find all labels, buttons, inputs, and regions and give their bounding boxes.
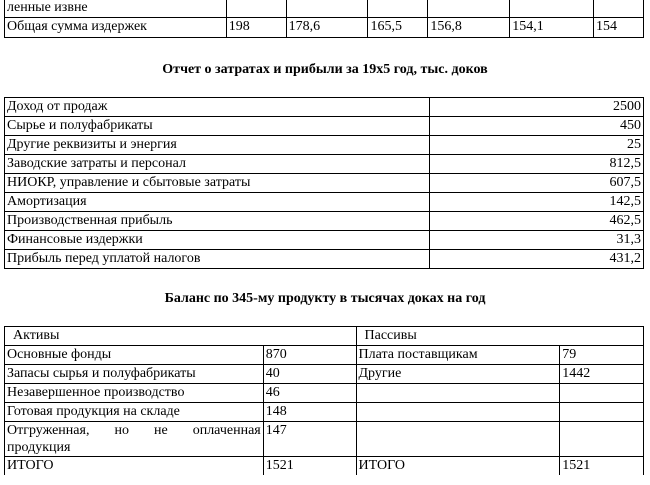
- row-value: 2500: [429, 98, 644, 117]
- liability-value: [560, 422, 644, 457]
- table-cell: [286, 0, 368, 18]
- table-row: [5, 136, 644, 155]
- row-label: Доход от продаж: [5, 98, 430, 117]
- row-label: Сырье и полуфабрикаты: [5, 117, 430, 136]
- row-label: Производственная прибыль: [5, 212, 430, 231]
- cost-table-fragment: [4, 0, 644, 38]
- row-label: Общая сумма издержек: [5, 18, 227, 38]
- table-cell: 198: [226, 18, 286, 38]
- table-row: [5, 457, 644, 476]
- row-label: Другие реквизиты и энергия: [5, 136, 430, 155]
- asset-label: Запасы сырья и полуфабрикаты: [5, 365, 264, 384]
- asset-label: Отгруженная, но не оплаченная продукция: [5, 422, 264, 457]
- asset-value: 148: [263, 403, 356, 422]
- liability-value: 1521: [560, 457, 644, 476]
- asset-value: 870: [263, 346, 356, 365]
- table-row: [5, 155, 644, 174]
- table-row: [5, 98, 644, 117]
- row-value: 607,5: [429, 174, 644, 193]
- balance-table: [4, 326, 644, 475]
- table-cell: [226, 0, 286, 18]
- pl-heading: Отчет о затратах и прибыли за 19х5 год, тыс. доков: [162, 62, 488, 77]
- table-cell: [368, 0, 428, 18]
- row-value: 142,5: [429, 193, 644, 212]
- row-value: 431,2: [429, 250, 644, 269]
- table-row: [5, 250, 644, 269]
- row-label: ленные извне: [5, 0, 227, 18]
- liabilities-header: Пассивы: [356, 327, 644, 346]
- row-value: 450: [429, 117, 644, 136]
- liability-label: [356, 403, 560, 422]
- pl-table: [4, 97, 644, 269]
- liability-value: 79: [560, 346, 644, 365]
- row-label: НИОКР, управление и сбытовые затраты: [5, 174, 430, 193]
- row-label: Прибыль перед уплатой налогов: [5, 250, 430, 269]
- table-row: [5, 327, 644, 346]
- table-cell: [510, 0, 594, 18]
- balance-heading: Баланс по 345-му продукту в тысячах доках на год: [164, 291, 486, 306]
- table-row: [5, 422, 644, 457]
- table-cell: 178,6: [286, 18, 368, 38]
- table-cell: 154,1: [510, 18, 594, 38]
- liability-label: Другие: [356, 365, 560, 384]
- table-cell: 156,8: [428, 18, 510, 38]
- table-row: [5, 403, 644, 422]
- row-value: 462,5: [429, 212, 644, 231]
- table-row: [5, 346, 644, 365]
- row-label: Амортизация: [5, 193, 430, 212]
- table-cell: 165,5: [368, 18, 428, 38]
- table-row: [5, 212, 644, 231]
- table-cell: [594, 0, 644, 18]
- row-label: Финансовые издержки: [5, 231, 430, 250]
- asset-label: Незавершенное производство: [5, 384, 264, 403]
- liability-label: [356, 422, 560, 457]
- table-cell: 154: [594, 18, 644, 38]
- asset-label: Готовая продукция на складе: [5, 403, 264, 422]
- table-row: [5, 193, 644, 212]
- row-label: Заводские затраты и персонал: [5, 155, 430, 174]
- asset-label: ИТОГО: [5, 457, 264, 476]
- asset-value: 1521: [263, 457, 356, 476]
- asset-value: 147: [263, 422, 356, 457]
- liability-value: [560, 403, 644, 422]
- table-row: [5, 18, 644, 38]
- table-row: [5, 0, 644, 18]
- asset-value: 46: [263, 384, 356, 403]
- liability-label: [356, 384, 560, 403]
- table-row: [5, 384, 644, 403]
- table-cell: [428, 0, 510, 18]
- asset-value: 40: [263, 365, 356, 384]
- liability-label: Плата поставщикам: [356, 346, 560, 365]
- table-row: [5, 174, 644, 193]
- row-value: 31,3: [429, 231, 644, 250]
- row-value: 812,5: [429, 155, 644, 174]
- liability-value: 1442: [560, 365, 644, 384]
- table-row: [5, 231, 644, 250]
- liability-value: [560, 384, 644, 403]
- table-row: [5, 365, 644, 384]
- asset-label: Основные фонды: [5, 346, 264, 365]
- assets-header: Активы: [5, 327, 357, 346]
- table-row: [5, 117, 644, 136]
- liability-label: ИТОГО: [356, 457, 560, 476]
- row-value: 25: [429, 136, 644, 155]
